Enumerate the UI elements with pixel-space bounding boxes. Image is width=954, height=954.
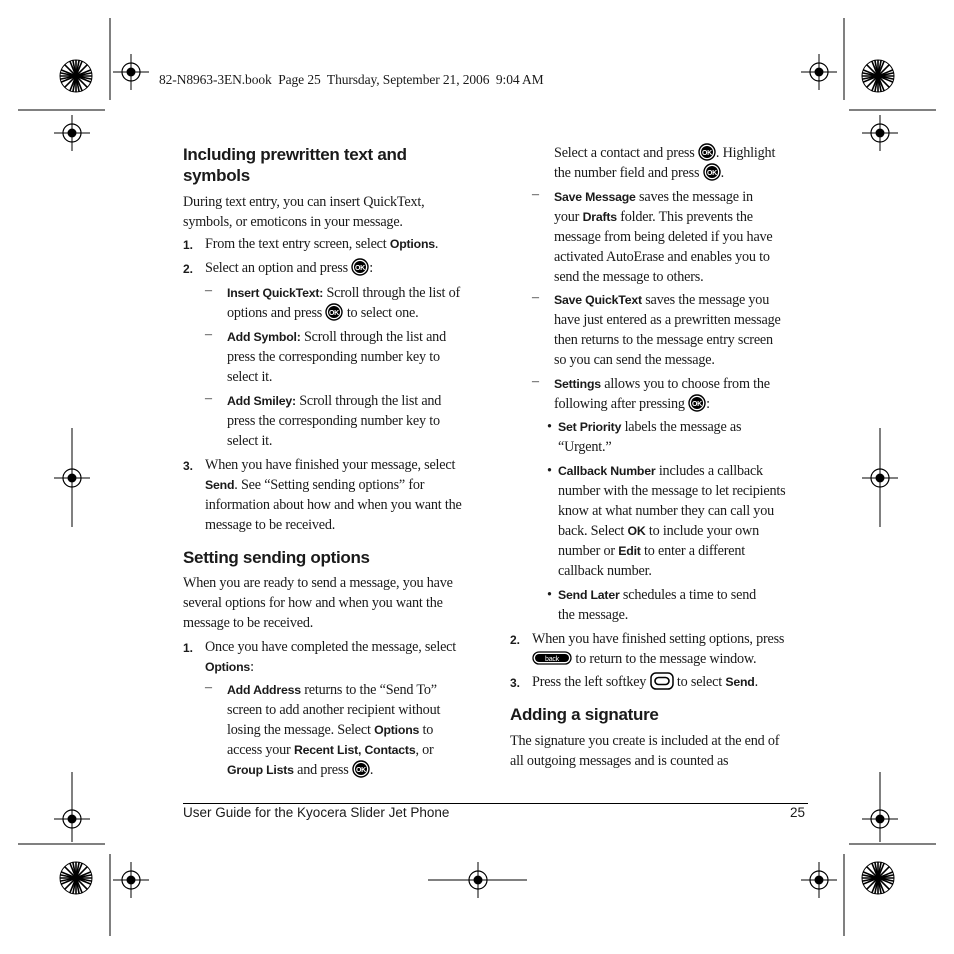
ok-key-icon xyxy=(325,303,343,321)
page-number: 25 xyxy=(790,805,806,820)
ok-key-icon xyxy=(703,163,721,181)
setting-callback-number: Callback Number includes a callback number with the message to let recipients know at what number they can call you back. Select OK to include your own number or Edit to enter a different callback number. xyxy=(558,463,786,579)
svg-text:OK: OK xyxy=(701,149,712,157)
svg-text:OK: OK xyxy=(355,264,366,272)
select-contact-paragraph: Select a contact and press OK . Highlight the number field and press OK . xyxy=(554,145,776,181)
bullet-dash: – xyxy=(205,680,212,695)
setting-send-later: Send Later schedules a time to send the message. xyxy=(558,587,757,623)
ok-key-icon xyxy=(352,760,370,778)
step-1: From the text entry screen, select Options. xyxy=(205,236,439,252)
option-save-message: Save Message saves the message in your Drafts folder. This prevents the message from being deleted if you have activated AutoErase and enables you to send the message to others. xyxy=(554,189,773,285)
option-add-symbol: Add Symbol: Scroll through the list and press the corresponding number key to select it. xyxy=(227,329,446,385)
signature-paragraph: The signature you create is included at the end of all outgoing messages and is counted as xyxy=(510,733,780,769)
setting-set-priority: Set Priority labels the message as “Urgent.” xyxy=(558,419,742,455)
svg-text:OK: OK xyxy=(355,766,366,774)
sending-step-3: Press the left softkey to select Send. xyxy=(532,674,758,690)
left-softkey-icon xyxy=(650,672,674,690)
ok-key-icon xyxy=(688,394,706,412)
svg-text:OK: OK xyxy=(692,400,703,408)
bullet-dash: – xyxy=(205,391,212,406)
bullet-dash: – xyxy=(532,374,539,389)
step-number: 2. xyxy=(183,262,194,276)
bullet-dot: • xyxy=(547,463,552,479)
step-number: 1. xyxy=(183,641,194,655)
bullet-dash: – xyxy=(205,283,212,298)
section-heading-sending-options: Setting sending options xyxy=(183,548,370,567)
section-heading-signature: Adding a signature xyxy=(510,705,659,724)
option-settings: Settings allows you to choose from the following after pressing OK : xyxy=(554,376,770,412)
sending-step-1: Once you have completed the message, select Options: xyxy=(205,639,457,675)
file-info-line: 82-N8963-3EN.book Page 25 Thursday, September 21, 2006 9:04 AM xyxy=(159,72,544,87)
ok-key-icon xyxy=(351,258,369,276)
step-number: 3. xyxy=(510,676,521,690)
back-key-icon xyxy=(532,651,572,665)
footer-rule xyxy=(183,803,808,804)
bullet-dash: – xyxy=(532,290,539,305)
sending-step-2: When you have finished setting options, press back to return to the message window. xyxy=(532,631,785,667)
step-3: When you have finished your message, select Send. See “Setting sending options” for information about how and when you want the message to be received. xyxy=(205,457,462,533)
section-heading-prewritten: Including prewritten text and symbols xyxy=(183,145,407,185)
bullet-dash: – xyxy=(532,187,539,202)
svg-text:back: back xyxy=(545,656,559,663)
option-save-quicktext: Save QuickText saves the message you have just entered as a prewritten message then returns to the message entry screen so you can send the message. xyxy=(554,292,781,368)
footer-title: User Guide for the Kyocera Slider Jet Phone xyxy=(183,805,450,820)
ok-key-icon xyxy=(698,143,716,161)
step-number: 1. xyxy=(183,238,194,252)
option-insert-quicktext: Insert QuickText: Scroll through the list of options and press OK to select one. xyxy=(227,285,460,321)
bullet-dot: • xyxy=(547,587,552,603)
bullet-dot: • xyxy=(547,419,552,435)
intro-paragraph: During text entry, you can insert QuickText, symbols, or emoticons in your message. xyxy=(183,194,425,230)
option-add-address: Add Address returns to the “Send To” screen to add another recipient without losing the message. Select Options to access your Recent List, Contacts, or Group Lists and press OK . xyxy=(227,682,441,778)
svg-text:OK: OK xyxy=(706,169,717,177)
bullet-dash: – xyxy=(205,327,212,342)
step-2: Select an option and press OK : xyxy=(205,260,374,276)
option-add-smiley: Add Smiley: Scroll through the list and press the corresponding number key to select it. xyxy=(227,393,442,449)
sending-intro-paragraph: When you are ready to send a message, you have several options for how and when you want the message to be received. xyxy=(183,575,453,631)
svg-text:OK: OK xyxy=(329,309,340,317)
step-number: 3. xyxy=(183,459,194,473)
step-number: 2. xyxy=(510,633,521,647)
